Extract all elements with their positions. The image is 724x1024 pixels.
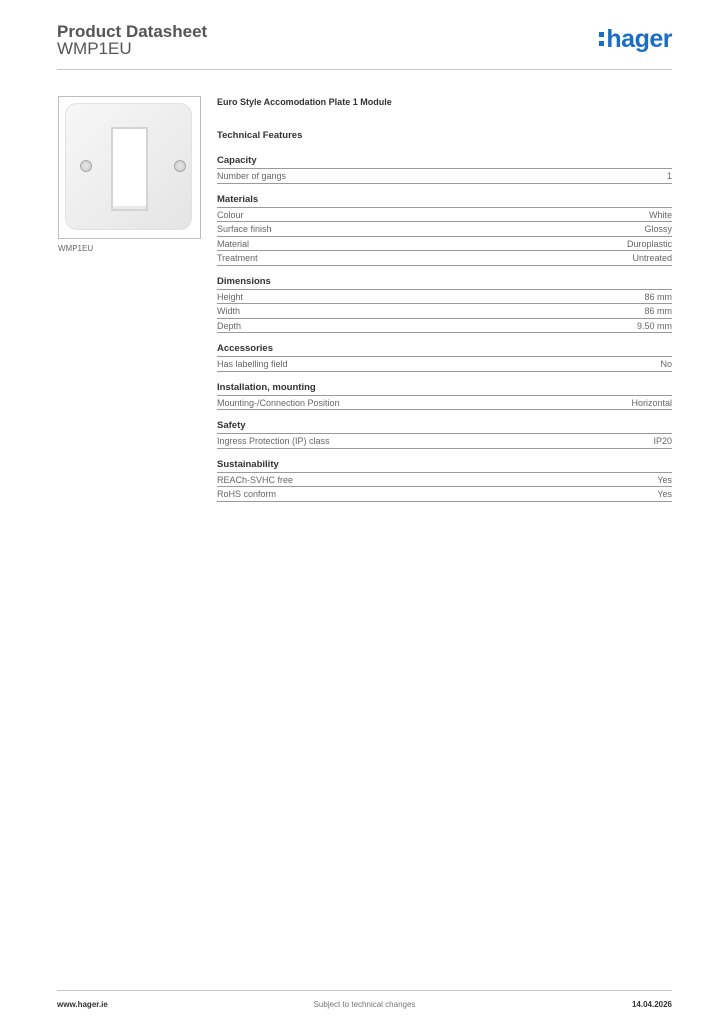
- spec-value: Duroplastic: [626, 238, 672, 249]
- page-footer: [57, 990, 672, 1015]
- page-header: [57, 20, 672, 70]
- specification-panel: [217, 95, 672, 502]
- section-title: Sustainability: [217, 459, 672, 473]
- spec-label: REACh-SVHC free: [217, 474, 294, 485]
- section-title: Accessories: [217, 343, 672, 357]
- spec-label: Material: [217, 238, 250, 249]
- spec-row: [217, 396, 672, 411]
- wall-plate-illustration: [65, 103, 192, 230]
- footer-date: 14.04.2026: [631, 1000, 672, 1009]
- footer-note: Subject to technical changes: [313, 1000, 416, 1009]
- spec-section: [217, 420, 672, 449]
- image-caption: WMP1EU: [58, 244, 94, 253]
- spec-value: No: [660, 359, 672, 369]
- spec-label: Number of gangs: [217, 171, 287, 181]
- spec-value: 1: [666, 171, 672, 181]
- spec-label: Mounting-/Connection Position: [217, 397, 340, 408]
- footer-url: www.hager.ie: [57, 1000, 108, 1009]
- screw-icon-left: [80, 160, 92, 172]
- module-slot: [111, 127, 148, 211]
- spec-row: [217, 237, 672, 252]
- spec-label: Colour: [217, 209, 244, 220]
- spec-value: 9.50 mm: [636, 320, 672, 331]
- spec-value: White: [648, 209, 672, 220]
- spec-row: [217, 304, 672, 319]
- spec-row: [217, 319, 672, 334]
- screw-icon-right: [174, 160, 186, 172]
- spec-row: [217, 251, 672, 266]
- spec-row: [217, 222, 672, 237]
- hager-logo: [599, 26, 672, 52]
- product-code: WMP1EU: [57, 39, 132, 58]
- spec-label: Treatment: [217, 253, 258, 263]
- spec-value: Glossy: [644, 224, 672, 234]
- spec-value: Horizontal: [631, 397, 672, 408]
- technical-features-heading: Technical Features: [217, 130, 303, 141]
- section-title: Safety: [217, 420, 672, 434]
- logo-dots-icon: [599, 32, 604, 46]
- spec-label: Ingress Protection (IP) class: [217, 436, 330, 446]
- spec-label: RoHS conform: [217, 489, 277, 499]
- spec-row: [217, 487, 672, 502]
- product-name: Euro Style Accomodation Plate 1 Module: [217, 97, 392, 107]
- spec-row: [217, 434, 672, 449]
- spec-label: Width: [217, 306, 241, 316]
- spec-section: [217, 276, 672, 334]
- spec-section: [217, 155, 672, 184]
- spec-value: Yes: [657, 474, 672, 485]
- section-title: Dimensions: [217, 276, 672, 290]
- spec-label: Has labelling field: [217, 359, 288, 369]
- spec-row: [217, 208, 672, 223]
- spec-value: IP20: [653, 436, 672, 446]
- spec-value: Untreated: [632, 253, 672, 263]
- spec-sections: [217, 155, 672, 502]
- spec-label: Height: [217, 291, 244, 302]
- spec-section: [217, 343, 672, 372]
- spec-value: Yes: [657, 489, 672, 499]
- spec-label: Depth: [217, 320, 242, 331]
- spec-row: [217, 290, 672, 305]
- spec-row: [217, 169, 672, 184]
- spec-section: [217, 459, 672, 502]
- spec-label: Surface finish: [217, 224, 272, 234]
- section-title: Materials: [217, 194, 672, 208]
- spec-row: [217, 473, 672, 488]
- document-title: Product Datasheet: [57, 22, 208, 41]
- section-title: Installation, mounting: [217, 382, 672, 396]
- product-image: [58, 96, 201, 239]
- spec-value: 86 mm: [644, 291, 672, 302]
- section-title: Capacity: [217, 155, 672, 169]
- spec-row: [217, 357, 672, 372]
- spec-section: [217, 194, 672, 266]
- spec-value: 86 mm: [644, 306, 672, 316]
- logo-text: hager: [606, 25, 672, 53]
- spec-section: [217, 382, 672, 411]
